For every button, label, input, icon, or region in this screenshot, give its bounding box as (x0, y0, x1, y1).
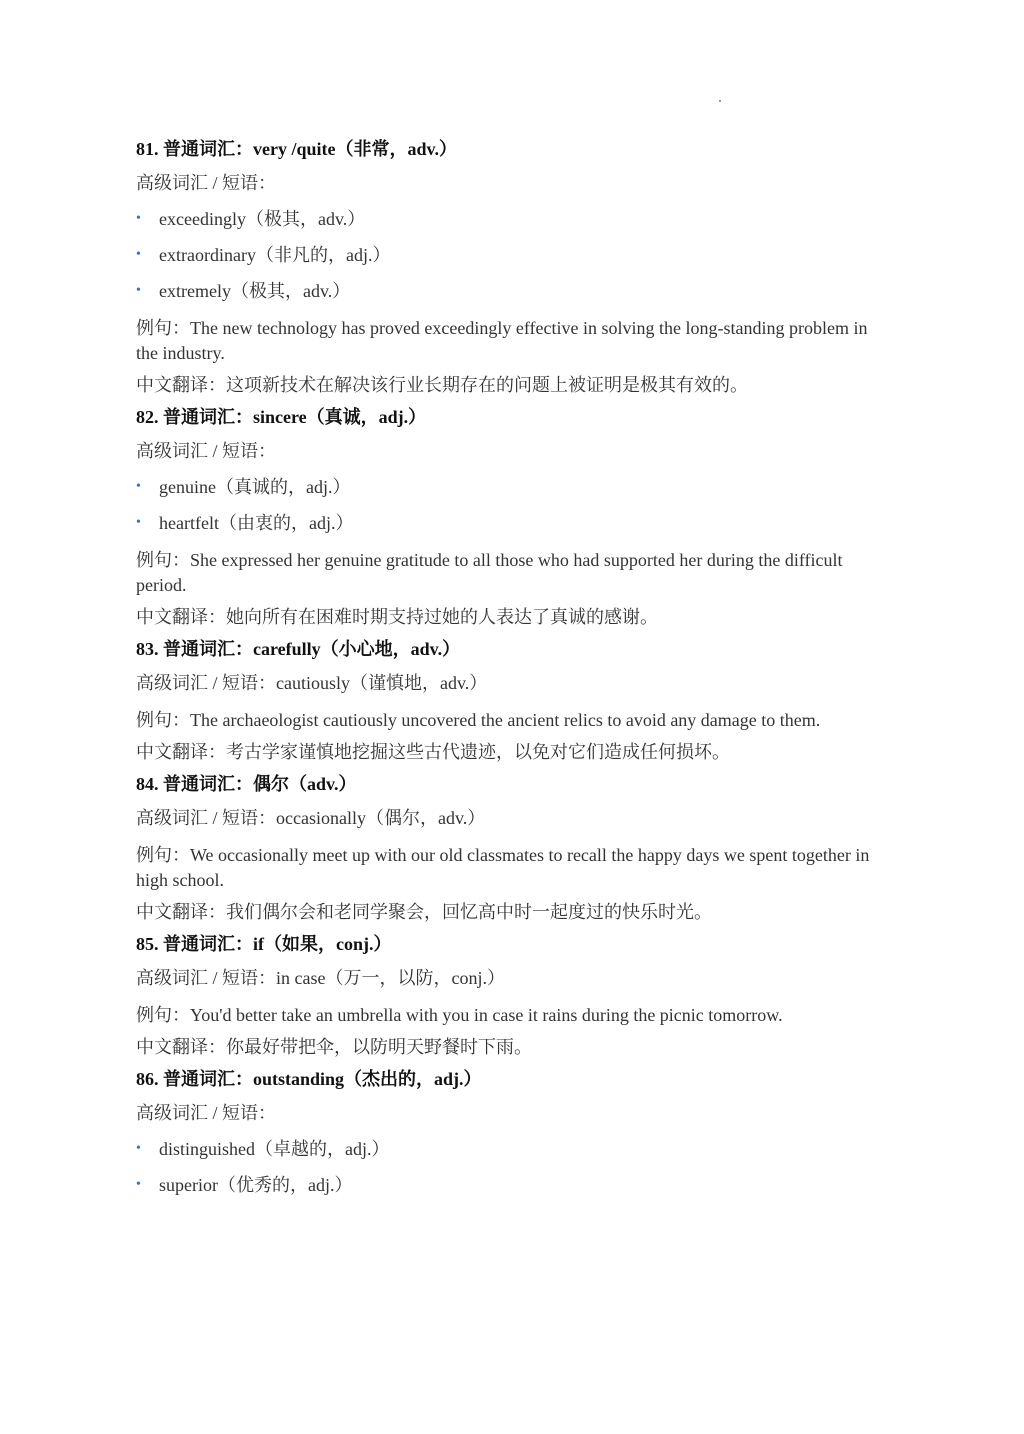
list-item-text: extremely（极其，adv.） (159, 281, 351, 301)
bullet-icon: • (136, 1141, 141, 1156)
chinese-translation: 中文翻译：这项新技术在解决该行业长期存在的问题上被证明是极其有效的。 (136, 375, 748, 395)
list-item-text: exceedingly（极其，adv.） (159, 209, 366, 229)
list-item-text: extraordinary（非凡的，adj.） (159, 245, 391, 265)
list-item (136, 476, 876, 498)
advanced-label: 高级词汇 / 短语： (136, 441, 277, 461)
example-sentence: 例句：We occasionally meet up with our old classmates to recall the happy days we spent together in high school. (136, 845, 870, 890)
bullet-icon: • (136, 515, 141, 530)
example-sentence: 例句：The new technology has proved exceedingly effective in solving the long-standing problem in the industry. (136, 318, 868, 363)
bullet-icon: • (136, 479, 141, 494)
page-speck (719, 100, 721, 102)
advanced-label: 高级词汇 / 短语： (136, 1103, 277, 1123)
bullet-icon: • (136, 283, 141, 298)
list-item (136, 1138, 876, 1160)
example-sentence: 例句：The archaeologist cautiously uncovered the ancient relics to avoid any damage to them. (136, 710, 821, 730)
entry-heading: 82. 普通词汇：sincere（真诚，adj.） (136, 407, 427, 427)
entry-heading: 84. 普通词汇：偶尔（adv.） (136, 774, 357, 794)
entry-heading: 86. 普通词汇：outstanding（杰出的，adj.） (136, 1069, 482, 1089)
chinese-translation: 中文翻译：考古学家谨慎地挖掘这些古代遗迹，以免对它们造成任何损坏。 (136, 742, 730, 762)
example-sentence: 例句：You'd better take an umbrella with you in case it rains during the picnic tomorrow. (136, 1005, 783, 1025)
list-item-text: distinguished（卓越的，adj.） (159, 1139, 390, 1159)
chinese-translation: 中文翻译：你最好带把伞，以防明天野餐时下雨。 (136, 1037, 532, 1057)
list-item (136, 208, 876, 230)
entry-heading: 83. 普通词汇：carefully（小心地，adv.） (136, 639, 461, 659)
chinese-translation: 中文翻译：我们偶尔会和老同学聚会，回忆高中时一起度过的快乐时光。 (136, 902, 712, 922)
advanced-label: 高级词汇 / 短语：in case（万一，以防，conj.） (136, 968, 505, 988)
bullet-icon: • (136, 1177, 141, 1192)
advanced-label: 高级词汇 / 短语：occasionally（偶尔，adv.） (136, 808, 486, 828)
list-item-text: genuine（真诚的，adj.） (159, 477, 351, 497)
bullet-icon: • (136, 247, 141, 262)
list-item-text: heartfelt（由衷的，adj.） (159, 513, 354, 533)
list-item (136, 512, 876, 534)
entry-heading: 85. 普通词汇：if（如果，conj.） (136, 934, 392, 954)
bullet-icon: • (136, 211, 141, 226)
list-item-text: superior（优秀的，adj.） (159, 1175, 353, 1195)
list-item (136, 244, 876, 266)
list-item (136, 1174, 876, 1196)
entry-heading: 81. 普通词汇：very /quite（非常，adv.） (136, 139, 458, 159)
list-item (136, 280, 876, 302)
chinese-translation: 中文翻译：她向所有在困难时期支持过她的人表达了真诚的感谢。 (136, 607, 658, 627)
document-page (136, 130, 876, 1210)
advanced-label: 高级词汇 / 短语：cautiously（谨慎地，adv.） (136, 673, 488, 693)
example-sentence: 例句：She expressed her genuine gratitude to all those who had supported her during the difficult period. (136, 550, 843, 595)
advanced-label: 高级词汇 / 短语： (136, 173, 277, 193)
